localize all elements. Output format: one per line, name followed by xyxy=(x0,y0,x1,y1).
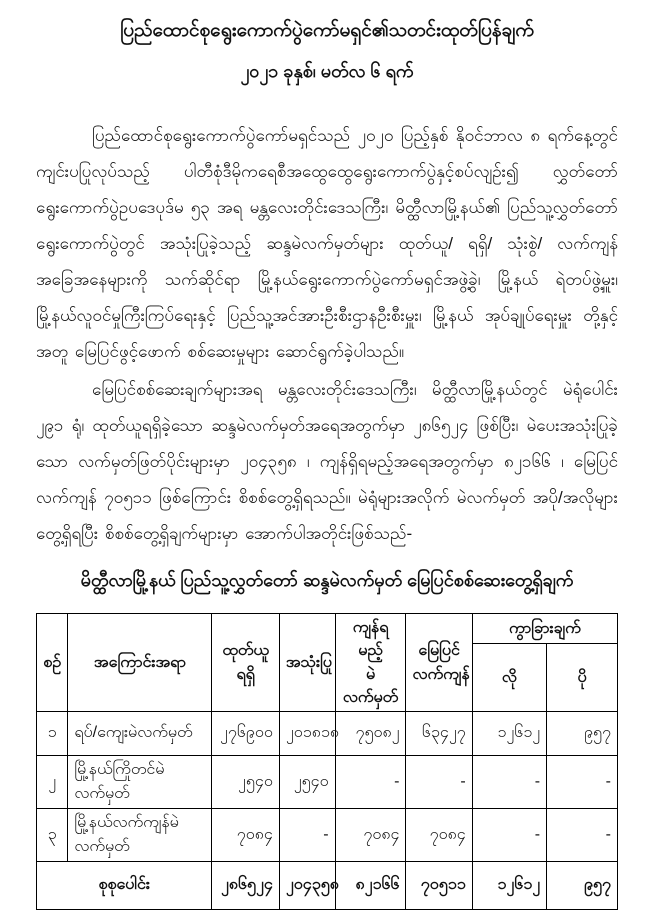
table-row-3 xyxy=(37,808,618,861)
row1-ground: ၆၃၄၂၇ xyxy=(406,711,472,755)
date-line: ၂၀၂၁ ခုနှစ်၊ မတ်လ ၆ ရက် xyxy=(240,60,414,81)
total-excess: ၉၅၇ xyxy=(547,861,618,909)
header-ground-balance-line2: လက်ကျန် xyxy=(412,665,470,683)
row1-excess: ၉၅၇ xyxy=(547,711,618,755)
row1-issued: ၂၇၆၉၀၀ xyxy=(212,711,279,755)
row3-no: ၃ xyxy=(37,808,68,861)
row2-should-remain: - xyxy=(335,755,406,808)
total-ground: ၇၀၅၁၁ xyxy=(406,861,472,909)
table-total-row xyxy=(37,861,618,909)
page-title: ပြည်ထောင်စုရွေးကောက်ပွဲကော်မရှင်၏သတင်းထုတ်ပြန်ချက် xyxy=(120,20,534,41)
row3-subject: မြို့နယ်လက်ကျန်မဲလက်မှတ် xyxy=(68,808,212,861)
row2-excess: - xyxy=(547,755,618,808)
header-ground-balance xyxy=(406,614,472,712)
total-shortage: ၁၂၆၁၂ xyxy=(472,861,546,909)
header-should-remain-line2: မဲလက်မှတ် xyxy=(342,665,399,706)
row3-used: - xyxy=(279,808,335,861)
ballot-results-table xyxy=(36,613,618,910)
table-row-2 xyxy=(37,755,618,808)
header-used: အသုံးပြု xyxy=(279,614,335,712)
header-should-remain-line1: ကျန်ရမည့် xyxy=(352,619,389,660)
row3-ground: ၇၀၈၄ xyxy=(406,808,472,861)
total-label: စုစုပေါင်း xyxy=(37,861,212,909)
paragraph-1: ပြည်ထောင်စုရွေးကောက်ပွဲကော်မရှင်သည် ၂၀၂၀ ပြည့်နှစ် နိုဝင်ဘာလ ၈ ရက်နေ့တွင် ကျင်းပပြုလုပ်သည့် ပါတီစုံဒီမိုကရေစီအထွေထွေရွေးကောက်ပွဲနှင့်စပ်လျဉ်း၍ လွှတ်တော်ရွေးကောက်ပွဲဥပဒေပုဒ်မ ၅၃ အရ မန္တလေးတိုင်းဒေသကြီး၊ မိတ္ထီလာမြို့နယ်၏ ပြည်သူ့လွှတ်တော်ရွေးကောက်ပွဲတွင် အသုံးပြုခဲ့သည့် ဆန္ဒမဲလက်မှတ်များ ထုတ်ယူ/ ရရှိ/ သုံးစွဲ/ လက်ကျန် အခြေအနေများကို သက်ဆိုင်ရာ မြို့နယ်ရွေးကောက်ပွဲကော်မရှင်အဖွဲ့ခွဲ၊ မြို့နယ် ရဲတပ်ဖွဲ့မှူး၊ မြို့နယ်လူဝင်မှုကြီးကြပ်ရေးနှင့် ပြည်သူ့အင်အားဦးစီးဌာနဦးစီးမှူး၊ မြို့နယ် အုပ်ချုပ်ရေးမှူး တို့နှင့်အတူ မြေပြင်ဖွင့်ဖောက် စစ်ဆေးမှုများ ဆောင်ရွက်ခဲ့ပါသည်။ xyxy=(36,125,618,361)
header-shortage: လို xyxy=(472,644,546,712)
row1-used: ၂၀၁၈၁၈ xyxy=(279,711,335,755)
row2-used: ၂၅၄၀ xyxy=(279,755,335,808)
row3-excess: - xyxy=(547,808,618,861)
row2-no: ၂ xyxy=(37,755,68,808)
row3-shortage: - xyxy=(472,808,546,861)
row2-subject: မြို့နယ်ကြိုတင်မဲလက်မှတ် xyxy=(68,755,212,808)
row2-ground: - xyxy=(406,755,472,808)
total-should-remain: ၈၂၁၆၆ xyxy=(335,861,406,909)
total-issued: ၂၈၆၅၂၄ xyxy=(212,861,279,909)
row2-shortage: - xyxy=(472,755,546,808)
header-issued: ထုတ်ယူရရှိ xyxy=(212,614,279,712)
row1-shortage: ၁၂၆၁၂ xyxy=(472,711,546,755)
row1-should-remain: ၇၅၀၈၂ xyxy=(335,711,406,755)
row2-issued: ၂၅၄၀ xyxy=(212,755,279,808)
header-should-remain xyxy=(335,614,406,712)
header-ground-balance-line1: မြေပြင် xyxy=(418,642,460,660)
row1-no: ၁ xyxy=(37,711,68,755)
row1-subject: ရပ်/ကျေးမဲလက်မှတ် xyxy=(68,711,212,755)
row3-should-remain: ၇၀၈၄ xyxy=(335,808,406,861)
header-difference: ကွာခြားချက် xyxy=(472,614,617,644)
header-excess: ပို xyxy=(547,644,618,712)
total-used: ၂၀၄၃၅၈ xyxy=(279,861,335,909)
header-subject: အကြောင်းအရာ xyxy=(68,614,212,712)
table-row-1 xyxy=(37,711,618,755)
paragraph-2: မြေပြင်စစ်ဆေးချက်များအရ မန္တလေးတိုင်းဒေသကြီး၊ မိတ္ထီလာမြို့နယ်တွင် မဲရုံပေါင်း ၂၉၁ ရုံ၊ ထုတ်ယူရရှိခဲ့သော ဆန္ဒမဲလက်မှတ်အရေအတွက်မှာ ၂၈၆၅၂၄ ဖြစ်ပြီး၊ မဲပေးအသုံးပြုခဲ့သော လက်မှတ်ဖြတ်ပိုင်းများမှာ ၂၀၄၃၅၈ ၊ ကျန်ရှိရမည့်အရေအတွက်မှာ ၈၂၁၆၆ ၊ မြေပြင် လက်ကျန် ၇၀၅၁၁ ဖြစ်ကြောင်း စိစစ်တွေ့ရှိရသည်။ မဲရုံများအလိုက် မဲလက်မှတ် အပို/အလိုများ တွေ့ရှိရပြီး စိစစ်တွေ့ရှိချက်များမှာ အောက်ပါအတိုင်းဖြစ်သည်- xyxy=(36,380,618,544)
body-text xyxy=(36,118,618,552)
header-no: စဉ် xyxy=(37,614,68,712)
row3-issued: ၇၀၈၄ xyxy=(212,808,279,861)
table-title: မိတ္ထီလာမြို့နယ် ပြည်သူ့လွှတ်တော် ဆန္ဒမဲလက်မှတ် မြေပြင်စစ်ဆေးတွေ့ရှိချက် xyxy=(80,570,574,591)
